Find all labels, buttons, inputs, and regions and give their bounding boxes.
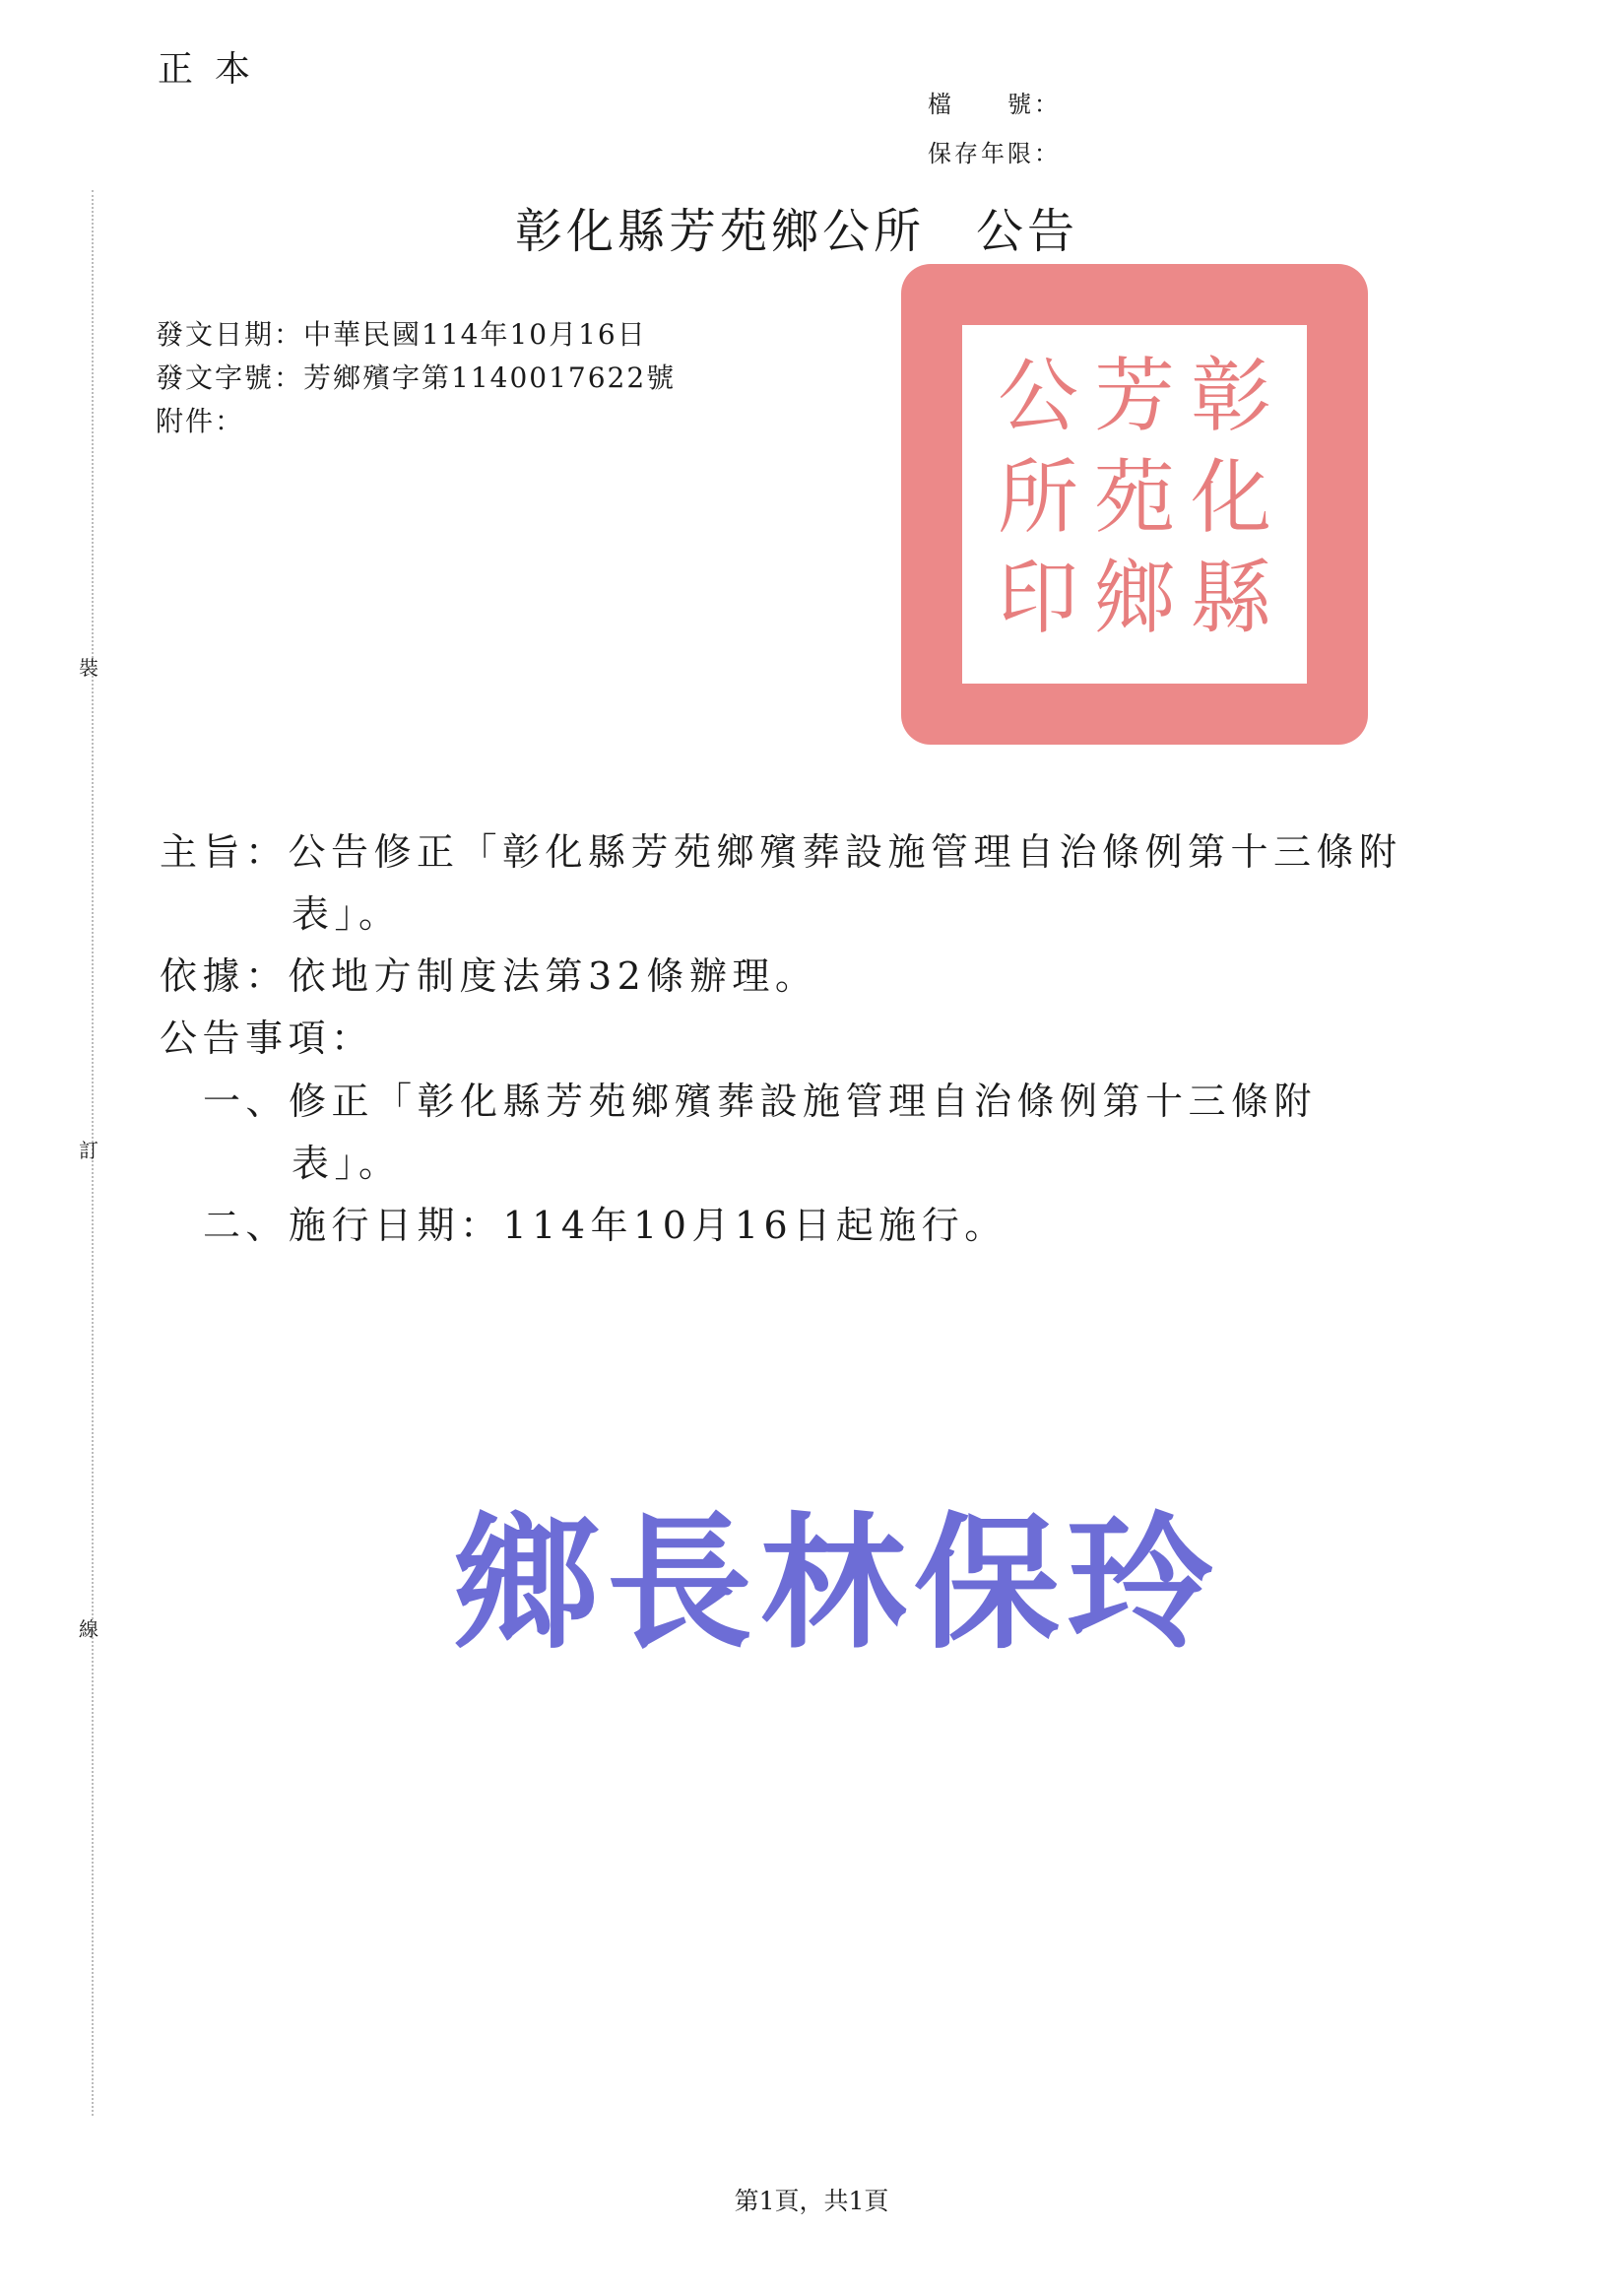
page-footer: 第1頁，共1頁 xyxy=(734,2187,889,2215)
issue-date: 發文日期：中華民國114年10月16日 xyxy=(156,318,647,351)
announcement-item-1: 一、修正「彰化縣芳苑鄉殯葬設施管理自治條例第十三條附 xyxy=(203,1080,1318,1123)
document-title: 彰化縣芳苑鄉公所 公告 xyxy=(514,204,1078,259)
announcement-item-2: 二、施行日期：114年10月16日起施行。 xyxy=(203,1204,1007,1247)
seal-char: 化 xyxy=(1190,450,1271,545)
subject-line: 主旨：公告修正「彰化縣芳苑鄉殯葬設施管理自治條例第十三條附 xyxy=(160,830,1402,874)
seal-char: 公 xyxy=(997,350,1078,443)
subject-line-cont: 表」。 xyxy=(292,892,402,936)
official-seal xyxy=(901,264,1368,745)
mayor-signature-stamp: 鄉長林保玲 xyxy=(453,1497,1221,1669)
copy-mark: 正本 xyxy=(158,49,273,90)
seal-char: 縣 xyxy=(1190,552,1271,646)
seal-char: 芳 xyxy=(1093,350,1175,443)
attachment-label: 附件： xyxy=(156,405,245,437)
retention-period-label: 保存年限： xyxy=(928,140,1061,167)
document-number: 發文字號：芳鄉殯字第1140017622號 xyxy=(156,361,677,394)
seal-char: 彰 xyxy=(1190,350,1271,443)
seal-char: 印 xyxy=(997,552,1078,646)
basis-line: 依據：依地方制度法第32條辦理。 xyxy=(160,954,818,998)
announcement-items-label: 公告事項： xyxy=(160,1017,374,1060)
file-number-label: 檔 號： xyxy=(928,91,1061,118)
seal-char: 所 xyxy=(997,450,1078,545)
seal-char: 鄉 xyxy=(1093,552,1175,646)
binding-mark: 線 xyxy=(79,1617,98,1641)
binding-mark: 裝 xyxy=(79,656,98,680)
binding-mark: 訂 xyxy=(79,1139,98,1162)
announcement-item-1-cont: 表」。 xyxy=(292,1142,402,1185)
seal-char: 苑 xyxy=(1093,450,1175,545)
